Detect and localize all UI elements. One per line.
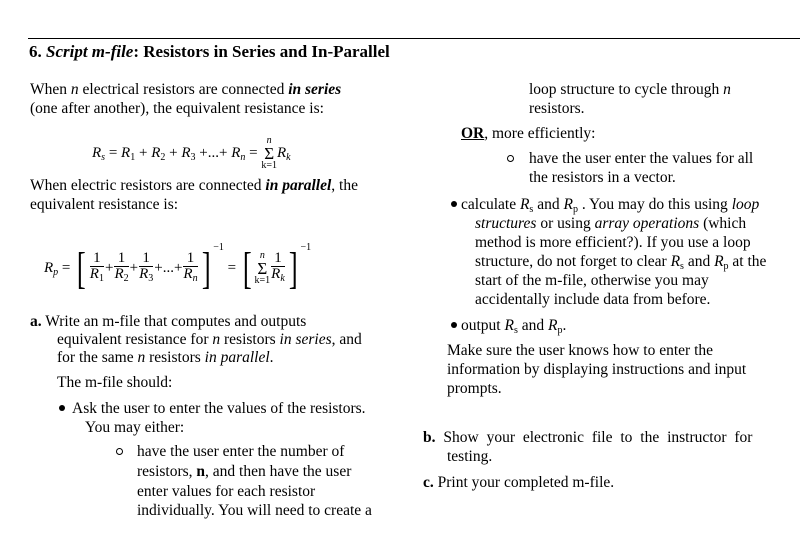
calc-line1: calculate $R_s$ and $R_p$ . You may do this using loop <box>461 196 760 215</box>
sub-bullet-circle <box>507 155 514 162</box>
section-heading: 6. Script m-file: Resistors in Series and In-Parallel <box>29 42 390 61</box>
heading-script-label: Script m-file <box>46 42 134 61</box>
heading-title: Resistors in Series and In-Parallel <box>143 42 390 61</box>
bullet-dot <box>451 201 457 207</box>
parallel-intro-line1: When electric resistors are connected in parallel, the <box>30 177 358 194</box>
part-a-line3: for the same n resistors in parallel. <box>57 349 274 366</box>
sub-bullet-circle <box>116 448 123 455</box>
sub1-line3: enter values for each resistor <box>137 483 316 500</box>
parallel-intro-line2: equivalent resistance is: <box>30 196 179 213</box>
mfile-should: The m-file should: <box>57 374 173 391</box>
make-sure-line1: Make sure the user knows how to enter the <box>447 342 714 359</box>
series-equation: $R_s = R_1 + R_2 + R_3$ +...+ $R_n = n$ Σ $k=1R_k$ <box>92 135 291 171</box>
part-a-line1: a. Write an m-file that computes and outputs <box>30 313 307 330</box>
top-rule <box>28 38 800 39</box>
heading-number: 6. <box>29 42 42 61</box>
part-b-line1: b. Show your electronic file to the instructor for <box>423 429 753 446</box>
part-c-line: c. Print your completed m-file. <box>423 474 615 491</box>
series-intro-line1: When n electrical resistors are connected in series <box>30 81 342 98</box>
sub1-line4: individually. You will need to create a <box>137 502 372 519</box>
make-sure-line2: information by displaying instructions and input <box>447 361 747 378</box>
right-cont-line1: loop structure to cycle through n <box>529 81 731 98</box>
calc-line3: method is more efficient?). If you use a loop <box>475 234 751 251</box>
make-sure-line3: prompts. <box>447 380 502 397</box>
bullet-dot <box>451 322 457 328</box>
calc-line2: structures or using array operations (which <box>475 215 747 232</box>
sub1-line2: resistors, n, and then have the user <box>137 463 352 480</box>
calc-line6: accidentally include data from before. <box>475 291 711 308</box>
sub2-line1: have the user enter the values for all <box>529 150 754 167</box>
parallel-equation: $R_p$ = [ $\frac{1}{R_1}$ + $\frac{1}{R_2}$ + $\frac{1}{R_3}$ +...+ $\frac{1}{R_n}$ ] $^{-1}$ = [ n Σ k=1 $\frac{1}{R_k}$ ] $^{-1}$ <box>44 242 312 293</box>
part-b-line2: testing. <box>447 448 493 465</box>
bullet-dot <box>59 405 65 411</box>
sub1-line1: have the user enter the number of <box>137 443 345 460</box>
series-intro-line2: (one after another), the equivalent resistance is: <box>30 100 324 117</box>
sub2-line2: the resistors in a vector. <box>529 169 676 186</box>
part-a-line2: equivalent resistance for n resistors in series, and <box>57 331 362 348</box>
calc-line4: structure, do not forget to clear $R_s$ and $R_p$ at the <box>475 253 767 272</box>
bullet1-line2: You may either: <box>85 419 185 436</box>
output-line: output $R_s$ and $R_p$. <box>461 317 567 336</box>
bullet1-line1: Ask the user to enter the values of the resistors. <box>72 400 366 417</box>
right-cont-line2: resistors. <box>529 100 585 117</box>
or-line: OR, more efficiently: <box>461 125 596 142</box>
calc-line5: start of the m-file, otherwise you may <box>475 272 709 289</box>
